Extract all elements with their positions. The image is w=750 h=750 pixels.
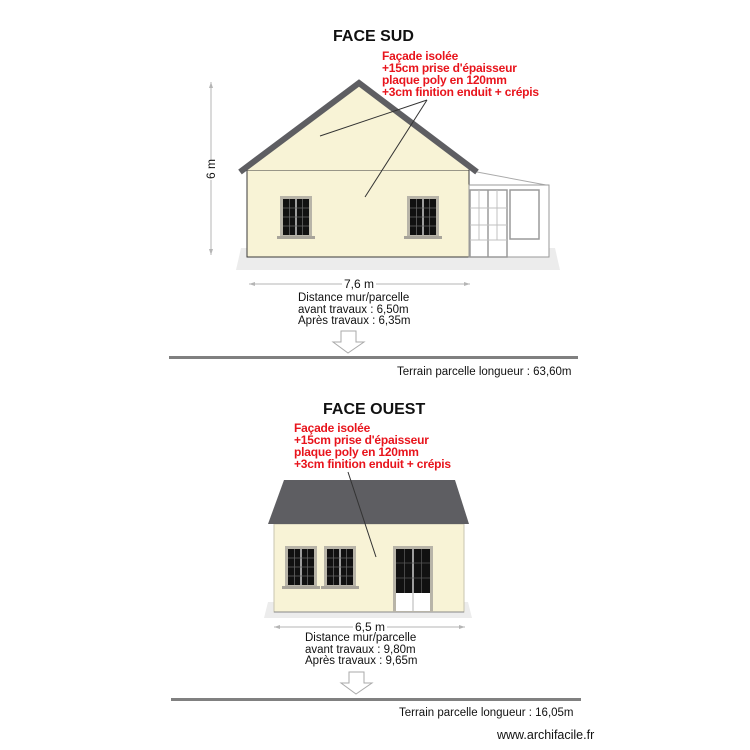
website-watermark: www.archifacile.fr [497, 728, 595, 742]
down-arrow-icon [341, 672, 372, 694]
face-ouest-terrain-length: Terrain parcelle longueur : 16,05m [399, 707, 574, 719]
note-line: +3cm finition enduit + crépis [382, 85, 539, 99]
face-sud-height-label: 6 m [204, 159, 218, 180]
face-sud-width-label: 7,6 m [344, 277, 375, 291]
face-sud-terrain-length: Terrain parcelle longueur : 63,60m [397, 366, 572, 378]
note-line: Façade isolée [294, 421, 371, 435]
window [282, 546, 320, 589]
note-line: Façade isolée [382, 49, 459, 63]
note-line: +15cm prise d'épaisseur [294, 433, 429, 447]
face-sud-title: FACE SUD [333, 28, 414, 45]
face-ouest-title: FACE OUEST [323, 401, 426, 418]
note-line: +15cm prise d'épaisseur [382, 61, 517, 75]
face-ouest-width-label: 6,5 m [355, 620, 386, 634]
note-line: plaque poly en 120mm [382, 73, 507, 87]
note-line: plaque poly en 120mm [294, 445, 419, 459]
face-sud-distance-info: Distance mur/parcelle avant travaux : 6,50m Après travaux : 6,35m [298, 292, 411, 327]
french-door [393, 546, 433, 612]
window [321, 546, 359, 589]
face-ouest-ground-line [171, 698, 581, 701]
face-ouest-distance-info: Distance mur/parcelle avant travaux : 9,80m Après travaux : 9,65m [305, 632, 418, 667]
note-line: +3cm finition enduit + crépis [294, 457, 451, 471]
roof [268, 480, 469, 524]
